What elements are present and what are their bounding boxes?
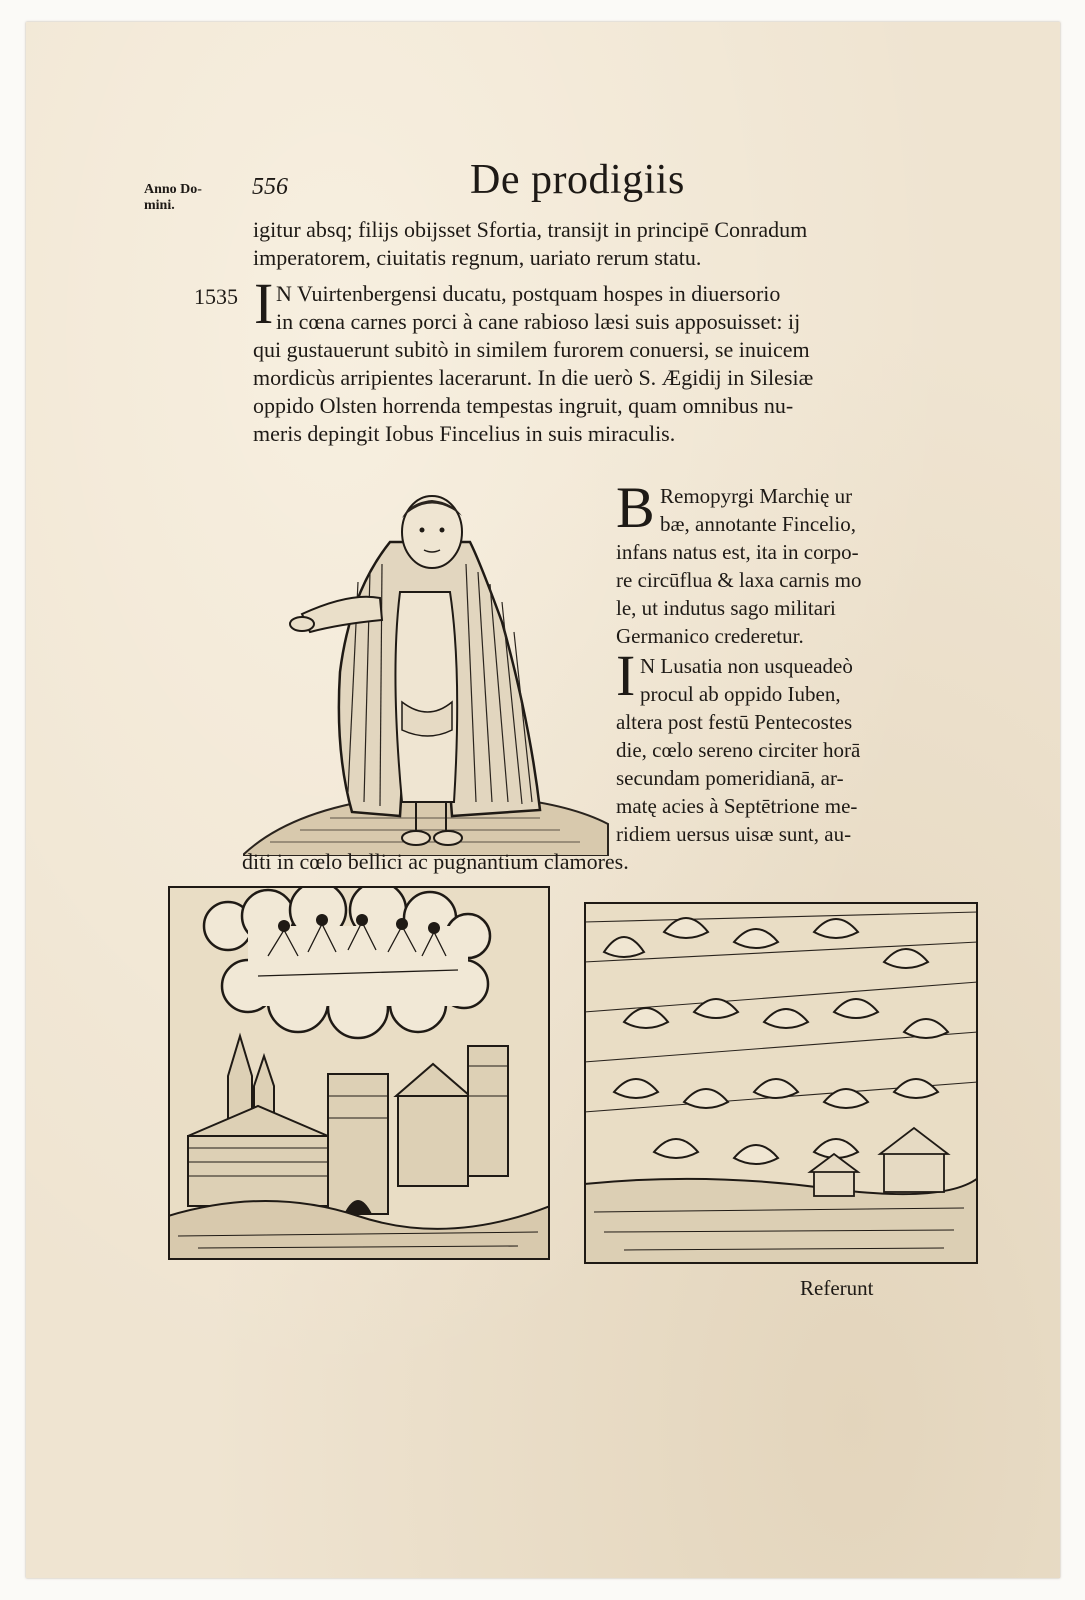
text-line: le, ut indutus sago militari xyxy=(616,596,836,620)
text-line: Remopyrgi Marchię ur xyxy=(660,484,853,508)
page-number: 556 xyxy=(252,174,288,200)
text-line: procul ab oppido Iuben, xyxy=(640,682,841,706)
intro-line: igitur absq; filijs obijsset Sfortia, transijt in principē Conradum xyxy=(253,217,808,242)
book-page xyxy=(26,22,1060,1578)
text-line: secundam pomeridianā, ar- xyxy=(616,766,844,790)
dropcap-initial: B xyxy=(616,475,655,540)
text-line: diti in cœlo bellici ac pugnantium clamores. xyxy=(242,849,629,874)
year-marker: 1535 xyxy=(194,284,238,309)
text-line: re circūflua & laxa carnis mo xyxy=(616,568,862,592)
text-line: infans natus est, ita in corpo- xyxy=(616,540,859,564)
catchword: Referunt xyxy=(800,1276,874,1300)
text-line: matę acies à Septētrione me- xyxy=(616,794,858,818)
text-line: Germanico crederetur. xyxy=(616,624,804,648)
margin-note-anno-domini xyxy=(144,182,202,214)
margin-note-line: mini. xyxy=(144,198,175,213)
text-line: meris depingit Iobus Fincelius in suis miraculis. xyxy=(253,421,676,446)
dropcap-initial: I xyxy=(254,271,274,336)
dropcap-initial: I xyxy=(616,643,636,708)
text-line: oppido Olsten horrenda tempestas ingruit, quam omnibus nu- xyxy=(253,393,794,418)
text-line: in cœna carnes porci à cane rabioso læsi suis apposuisset: ij xyxy=(276,309,801,334)
intro-line: imperatorem, ciuitatis regnum, uariato rerum statu. xyxy=(253,245,702,270)
text-line: N Lusatia non usqueadeò xyxy=(640,654,853,678)
text-line: bæ, annotante Fincelio, xyxy=(660,512,856,536)
text-line: qui gustauerunt subitò in similem furorem conuersi, se inuicem xyxy=(253,337,810,362)
woodcut-armies-in-sky xyxy=(168,886,550,1260)
woodcut-flock-of-birds xyxy=(584,902,978,1264)
text-line: altera post festū Pentecostes xyxy=(616,710,853,734)
text-line: ridiem uersus uisæ sunt, au- xyxy=(616,822,852,846)
running-title: De prodigiis xyxy=(470,157,685,203)
text-line: mordicùs arripientes lacerarunt. In die uerò S. Ægidij in Silesiæ xyxy=(253,365,814,390)
woodcut-infant-figure xyxy=(240,472,612,856)
text-line: N Vuirtenbergensi ducatu, postquam hospes in diuersorio xyxy=(276,281,781,306)
margin-note-line: Anno Do- xyxy=(144,182,202,197)
text-line: die, cœlo sereno circiter horā xyxy=(616,738,861,762)
